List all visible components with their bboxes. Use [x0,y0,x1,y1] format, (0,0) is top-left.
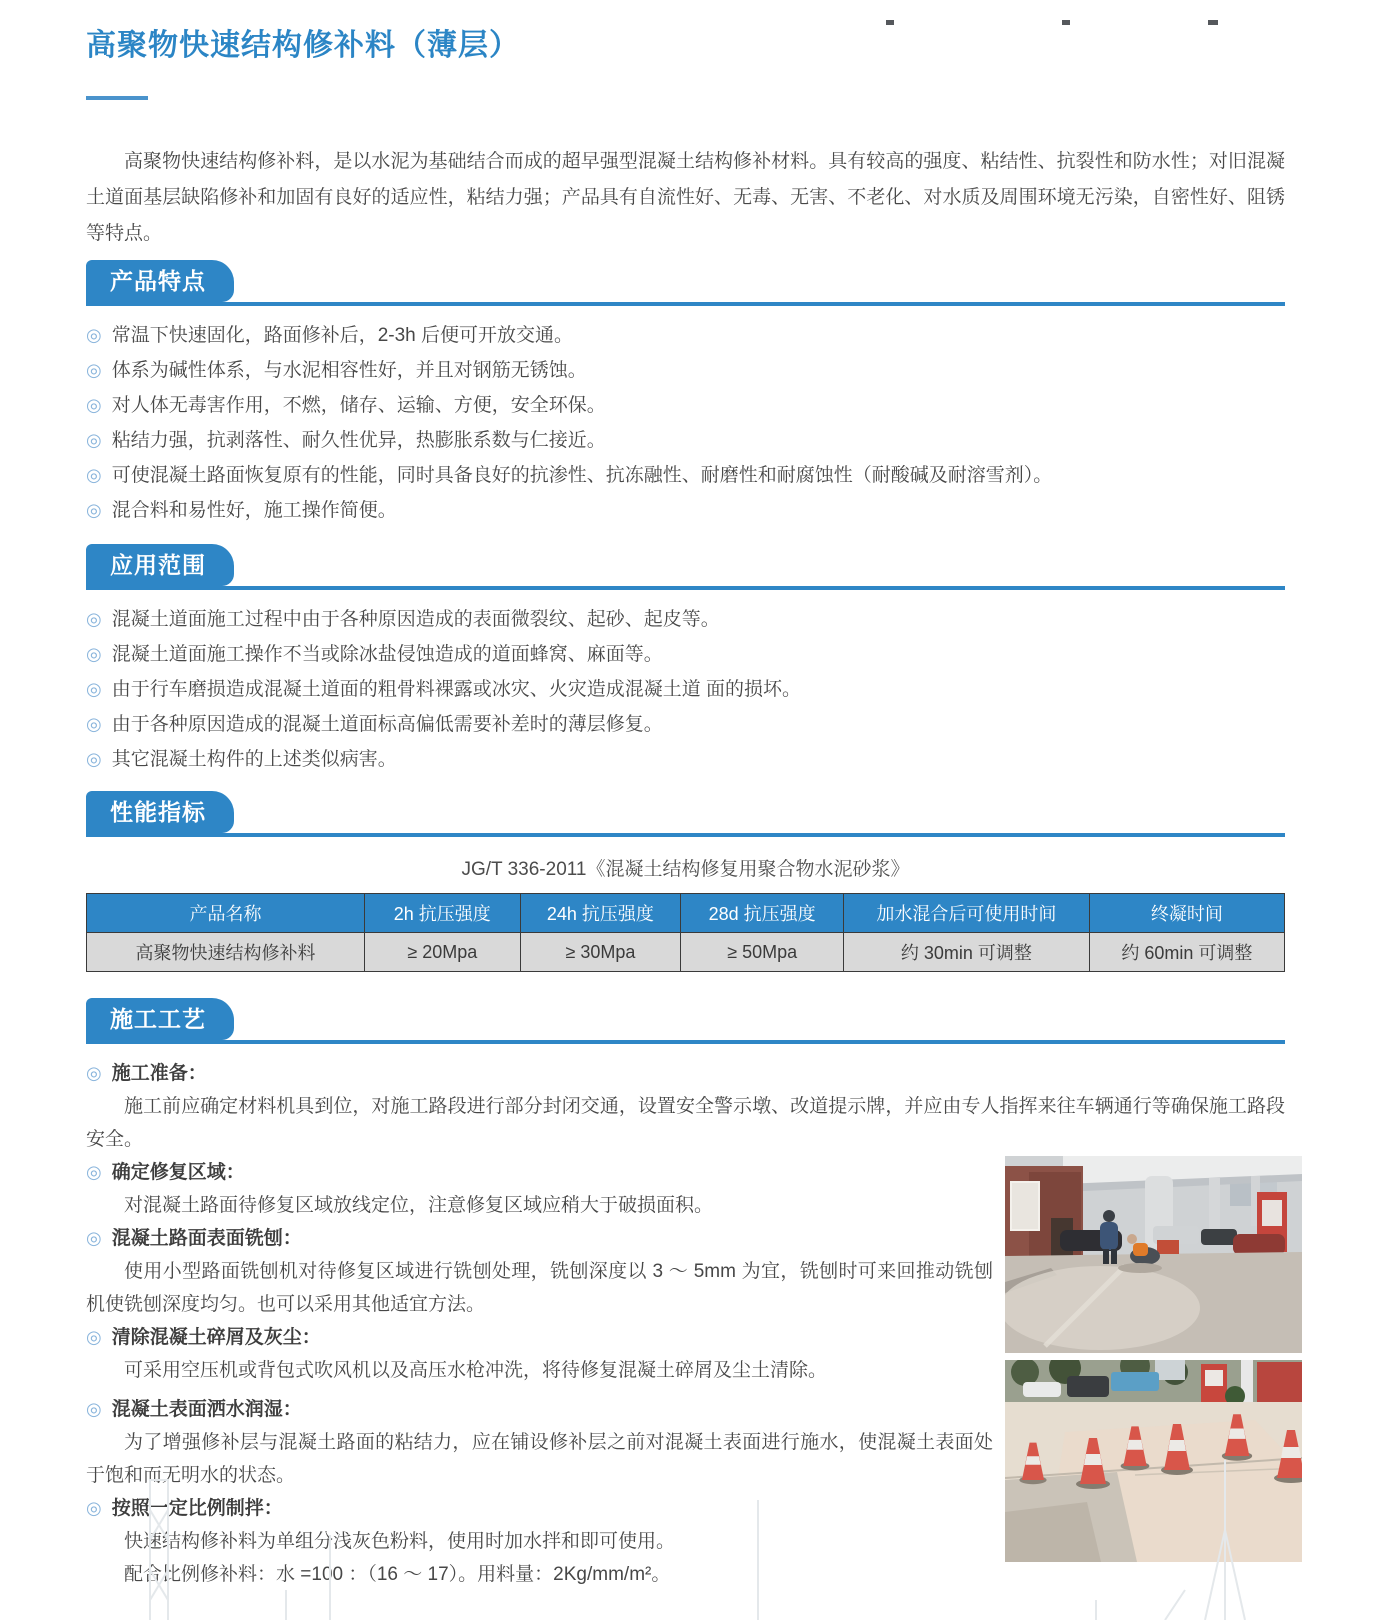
bullseye-bullet-icon: ◎ [86,679,102,699]
section-header-applications [86,544,1285,590]
bullseye-bullet-icon: ◎ [86,465,102,485]
list-item [86,388,1285,423]
process-photos [1005,1156,1302,1562]
performance-table [86,893,1285,972]
list-item [86,458,1285,493]
bullseye-bullet-icon: ◎ [86,609,102,629]
list-item [86,318,1285,353]
process-step-body: 为了增强修补层与混凝土路面的粘结力，应在铺设修补层之前对混凝土表面进行施水，使混凝土表面处于饱和而无明水的状态。 [86,1432,993,1486]
application-text: 由于行车磨损造成混凝土道面的粗骨料裸露或冰灾、火灾造成混凝土道 面的损坏。 [111,679,801,700]
table-cell: ≥ 20Mpa [364,933,520,972]
list-item [86,493,1285,528]
feature-text: 可使混凝土路面恢复原有的性能，同时具备良好的抗渗性、抗冻融性、耐磨性和耐腐蚀性（耐酸碱及耐溶雪剂）。 [111,465,1053,486]
process-step-body: 快速结构修补料为单组分浅灰色粉料，使用时加水拌和即可使用。 [124,1531,676,1552]
section-badge-applications: 应用范围 [86,544,234,586]
column-header: 2h 抗压强度 [364,894,520,933]
feature-text: 常温下快速固化，路面修补后，2-3h 后便可开放交通。 [111,325,574,346]
bullseye-bullet-icon: ◎ [86,500,102,520]
feature-text: 体系为碱性体系，与水泥相容性好，并且对钢筋无锈蚀。 [111,360,587,381]
application-text: 混凝土道面施工过程中由于各种原因造成的表面微裂纹、起砂、起皮等。 [111,609,720,630]
list-item [86,742,1285,777]
bullseye-bullet-icon: ◎ [86,1399,102,1419]
column-header: 终凝时间 [1089,894,1284,933]
product-datasheet-page [0,20,1384,1591]
bullseye-bullet-icon: ◎ [86,749,102,769]
bullseye-bullet-icon: ◎ [86,1228,102,1248]
step-label: 混凝土表面洒水润湿： [111,1399,302,1420]
intro-paragraph: 高聚物快速结构修补料，是以水泥为基础结合而成的超早强型混凝土结构修补材料。具有较高的强度、粘结性、抗裂性和防水性；对旧混凝土道面基层缺陷修补和加固有良好的适应性，粘结力强；产品具有自流性好、无毒、无害、不老化、对水质及周围环境无污染，自密性好、阻锈等特点。 [86,151,1285,244]
section-header-performance [86,791,1285,837]
list-item [86,637,1285,672]
list-item [86,353,1285,388]
table-header-row [87,894,1285,933]
road-repair-photo [1005,1156,1302,1353]
feature-text: 混合料和易性好，施工操作简便。 [111,500,397,521]
list-item [86,672,1285,707]
application-text: 其它混凝土构件的上述类似病害。 [111,749,397,770]
bullseye-bullet-icon: ◎ [86,325,102,345]
bullseye-bullet-icon: ◎ [86,1063,102,1083]
bullseye-bullet-icon: ◎ [86,1327,102,1347]
column-header: 加水混合后可使用时间 [844,894,1090,933]
process-step-body: 配合比例修补料：水 =100 ：（16 ～ 17）。用料量：2Kg/mm/m²。 [124,1564,671,1585]
page-title: 高聚物快速结构修补料（薄层） [86,29,520,62]
column-header: 24h 抗压强度 [520,894,681,933]
section-header-process [86,998,1285,1044]
bullseye-bullet-icon: ◎ [86,430,102,450]
process-step-body: 对混凝土路面待修复区域放线定位，注意修复区域应稍大于破损面积。 [124,1195,714,1216]
bullseye-bullet-icon: ◎ [86,644,102,664]
features-list [86,318,1285,528]
process-content [86,1057,1285,1591]
application-text: 由于各种原因造成的混凝土道面标高偏低需要补差时的薄层修复。 [111,714,663,735]
feature-text: 粘结力强，抗剥落性、耐久性优异，热膨胀系数与仁接近。 [111,430,606,451]
list-item [86,423,1285,458]
title-underline-dash [86,96,148,100]
table-caption: JG/T 336-2011《混凝土结构修复用聚合物水泥砂浆》 [461,859,910,880]
bullseye-bullet-icon: ◎ [86,1162,102,1182]
feature-text: 对人体无毒害作用，不燃，储存、运输、方便，安全环保。 [111,395,606,416]
process-step-body: 施工前应确定材料机具到位，对施工路段进行部分封闭交通，设置安全警示墩、改道提示牌，并应由专人指挥来往车辆通行等确保施工路段安全。 [86,1096,1285,1150]
table-row [87,933,1285,972]
step-label: 确定修复区域： [111,1162,245,1183]
step-label: 混凝土路面表面铣刨： [111,1228,302,1249]
list-item [86,707,1285,742]
process-step-body: 可采用空压机或背包式吹风机以及高压水枪冲洗，将待修复混凝土碎屑及尘土清除。 [124,1360,828,1381]
step-label: 清除混凝土碎屑及灰尘： [111,1327,321,1348]
process-step-body: 使用小型路面铣刨机对待修复区域进行铣刨处理，铣刨深度以 3 ～ 5mm 为宜，铣刨时可来回推动铣刨机使铣刨深度均匀。也可以采用其他适宜方法。 [86,1261,993,1315]
column-header: 产品名称 [87,894,365,933]
step-label: 按照一定比例制拌： [111,1498,283,1519]
step-label: 施工准备： [111,1063,207,1084]
process-step-heading [86,1057,1285,1090]
section-header-features [86,260,1285,306]
section-badge-process: 施工工艺 [86,998,234,1040]
bullseye-bullet-icon: ◎ [86,360,102,380]
applications-list [86,602,1285,777]
table-cell: 约 60min 可调整 [1089,933,1284,972]
bullseye-bullet-icon: ◎ [86,1498,102,1518]
table-cell: ≥ 50Mpa [681,933,844,972]
table-cell: 约 30min 可调整 [844,933,1090,972]
list-item [86,602,1285,637]
bullseye-bullet-icon: ◎ [86,395,102,415]
traffic-cones-photo [1005,1360,1302,1562]
table-cell: 高聚物快速结构修补料 [87,933,365,972]
column-header: 28d 抗压强度 [681,894,844,933]
table-cell: ≥ 30Mpa [520,933,681,972]
section-badge-performance: 性能指标 [86,791,234,833]
application-text: 混凝土道面施工操作不当或除冰盐侵蚀造成的道面蜂窝、麻面等。 [111,644,663,665]
section-badge-features: 产品特点 [86,260,234,302]
bullseye-bullet-icon: ◎ [86,714,102,734]
